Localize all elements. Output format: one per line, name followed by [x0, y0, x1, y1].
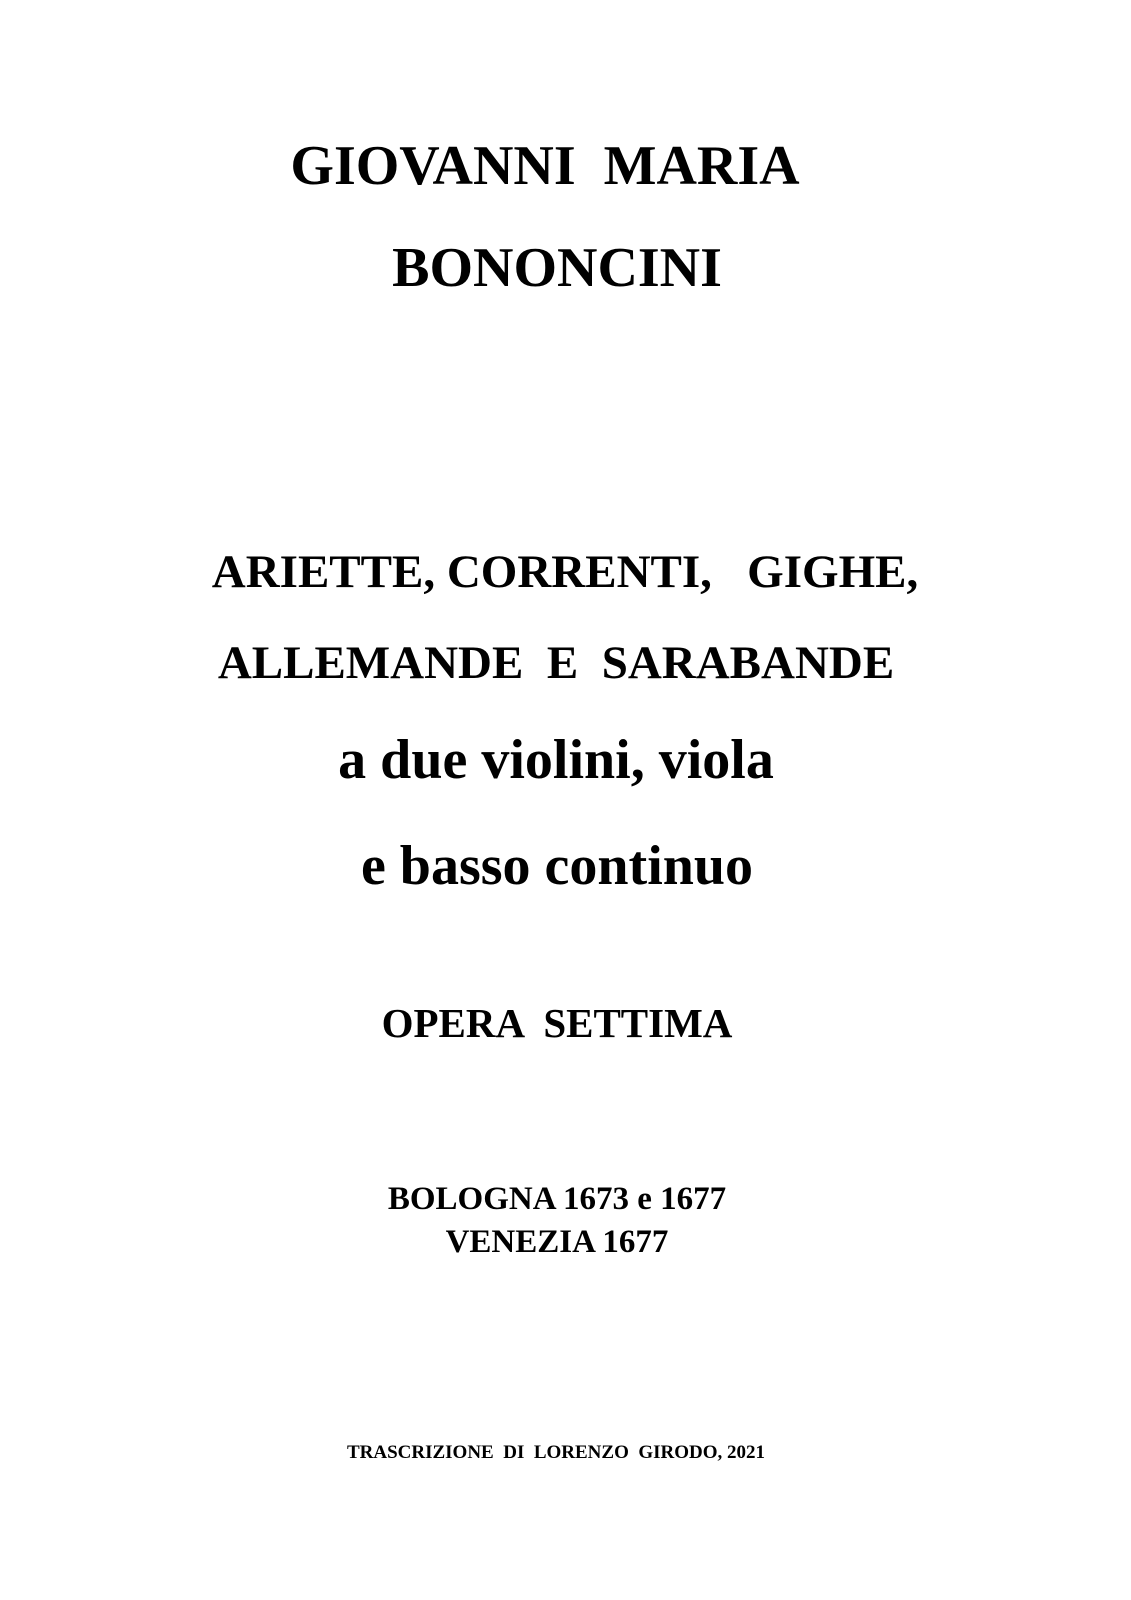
- instrumentation-line-1: a due violini, viola: [338, 729, 774, 791]
- composer-name-line-2: BONONCINI: [392, 237, 722, 299]
- instrumentation-line-2: e basso continuo: [360, 835, 754, 897]
- publication-line-2: VENEZIA 1677: [445, 1224, 669, 1260]
- opus-number: OPERA SETTIMA: [381, 1000, 733, 1046]
- publication-line-1: BOLOGNA 1673 e 1677: [387, 1181, 727, 1217]
- work-title-line-2: ALLEMANDE E SARABANDE: [217, 637, 895, 689]
- composer-name-line-1: GIOVANNI MARIA: [290, 135, 800, 197]
- transcription-credit: TRASCRIZIONE DI LORENZO GIRODO, 2021: [346, 1442, 766, 1463]
- work-title-line-1: ARIETTE, CORRENTI, GIGHE,: [211, 546, 919, 598]
